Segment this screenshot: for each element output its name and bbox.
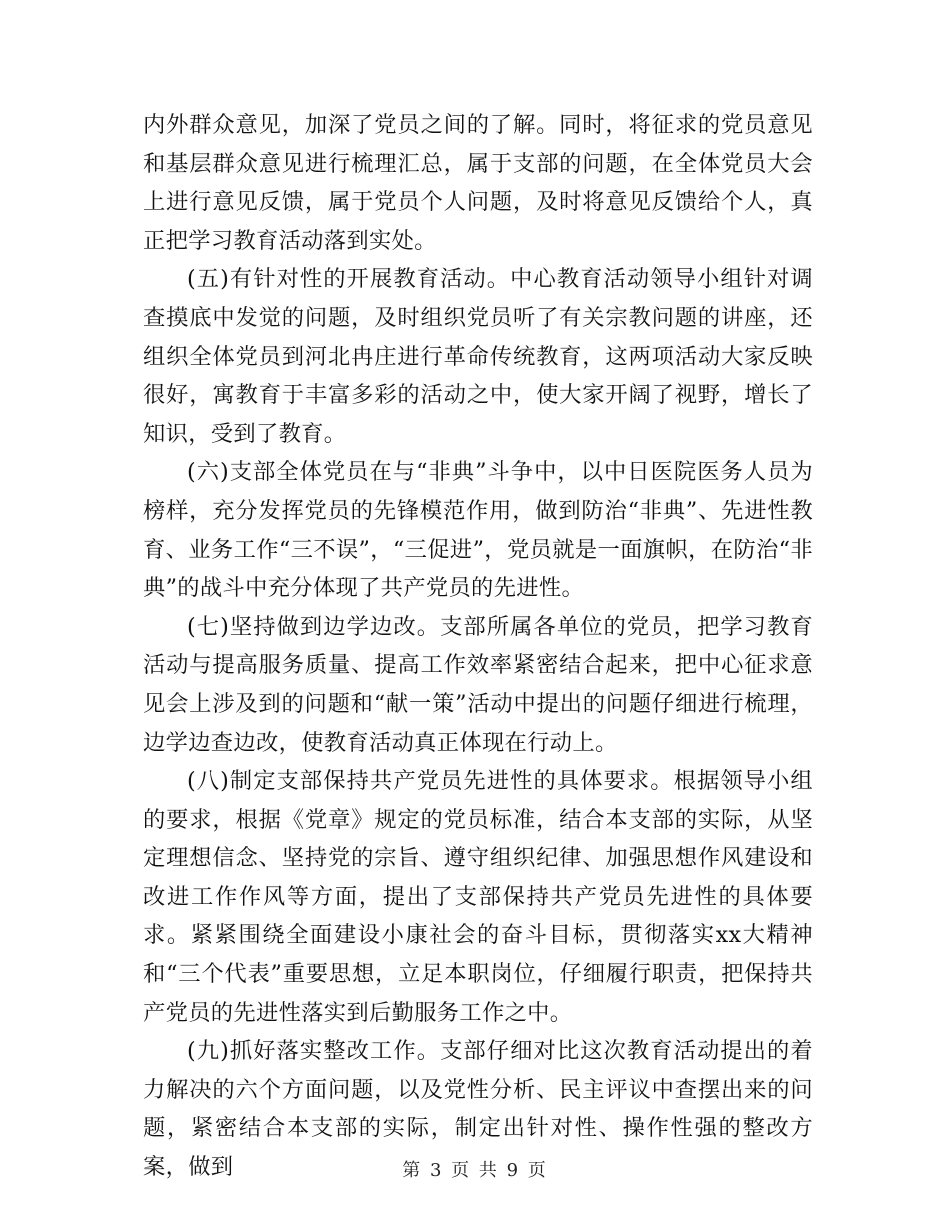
paragraph-continuation: 内外群众意见，加深了党员之间的了解。同时，将征求的党员意见和基层群众意见进行梳理汇总，属于支部的问题，在全体党员大会上进行意见反馈，属于党员个人问题，及时将意见反馈给个人，真正把学习教育活动落到实处。 xyxy=(143,112,813,254)
paragraph-8: (八)制定支部保持共产党员先进性的具体要求。根据领导小组的要求，根据《党章》规定的党员标准，结合本支部的实际，从坚定理想信念、坚持党的宗旨、遵守组织纪律、加强思想作风建设和改进工作作风等方面，提出了支部保持共产党员先进性的具体要求。紧紧围绕全面建设小康社会的奋斗目标，贯彻落实xx大精神和“三个代表”重要思想，立足本职岗位，仔细履行职责，把保持共产党员的先进性落实到后勤服务工作之中。 xyxy=(143,768,813,1026)
page-footer: 第 3 页 共 9 页 xyxy=(402,1160,548,1181)
paragraph-6: (六)支部全体党员在与“非典”斗争中，以中日医院医务人员为榜样，充分发挥党员的先锋模范作用，做到防治“非典”、先进性教育、业务工作“三不误”，“三促进”，党员就是一面旗帜，在防治“非典”的战斗中充分体现了共产党员的先进性。 xyxy=(143,459,813,602)
document-body xyxy=(143,106,813,1187)
paragraph-5: (五)有针对性的开展教育活动。中心教育活动领导小组针对调查摸底中发觉的问题，及时组织党员听了有关宗教问题的讲座，还组织全体党员到河北冉庄进行革命传统教育，这两项活动大家反映很好，寓教育于丰富多彩的活动之中，使大家开阔了视野，增长了知识，受到了教育。 xyxy=(143,266,813,447)
paragraph-9: (九)抓好落实整改工作。支部仔细对比这次教育活动提出的着力解决的六个方面问题，以及党性分析、民主评议中查摆出来的问题，紧密结合本支部的实际，制定出针对性、操作性强的整改方案，做到 xyxy=(143,1038,813,1181)
paragraph-7: (七)坚持做到边学边改。支部所属各单位的党员，把学习教育活动与提高服务质量、提高工作效率紧密结合起来，把中心征求意见会上涉及到的问题和“献一策”活动中提出的问题仔细进行梳理，边学边查边改，使教育活动真正体现在行动上。 xyxy=(143,613,813,756)
